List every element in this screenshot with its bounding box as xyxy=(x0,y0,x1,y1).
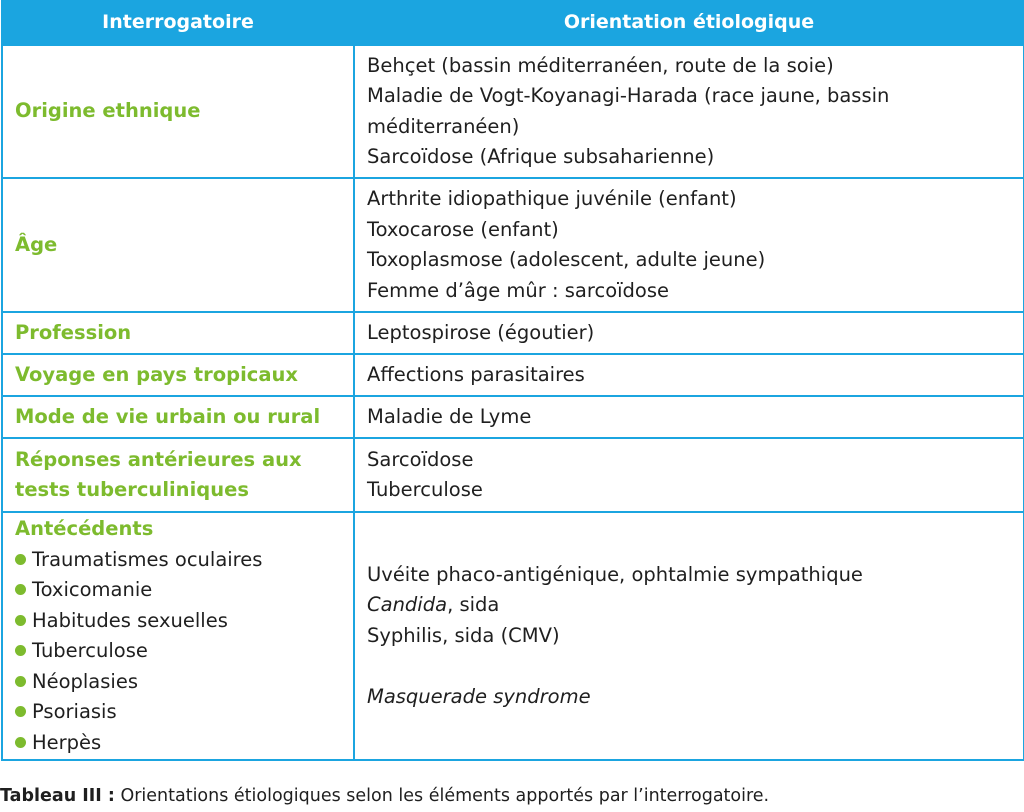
row-label: Mode de vie urbain ou rural xyxy=(2,396,354,438)
orientation-line: Maladie de Lyme xyxy=(367,404,532,428)
table-caption xyxy=(0,786,769,806)
bullet-item xyxy=(15,636,341,667)
bullet-item xyxy=(15,545,341,576)
orientation-line: Tuberculose xyxy=(367,478,483,501)
orientation-rest: , sida xyxy=(447,593,500,617)
orientation-italic: Masquerade syndrome xyxy=(367,684,591,708)
bullet-dot-icon xyxy=(15,737,26,748)
bullet-text: Néoplasies xyxy=(32,669,138,693)
orientation-line xyxy=(367,590,1011,621)
table-row xyxy=(2,45,1024,178)
bullet-dot-icon xyxy=(15,554,26,565)
orientation-line: Sarcoïdose xyxy=(367,447,474,471)
row-label-line: tests tuberculiniques xyxy=(15,478,249,501)
row-label-line: Réponses antérieures aux xyxy=(15,447,302,471)
row-orientation xyxy=(354,45,1024,178)
orientation-line: Sarcoïdose (Afrique subsaharienne) xyxy=(367,145,715,168)
orientation-italic: Candida xyxy=(367,593,448,617)
table-row xyxy=(2,396,1024,438)
header-orientation: Orientation étiologique xyxy=(354,0,1024,45)
bullet-text: Psoriasis xyxy=(32,700,117,723)
table-row xyxy=(2,354,1024,396)
bullet-text: Herpès xyxy=(32,730,102,754)
bullet-item xyxy=(15,606,341,637)
orientation-line: Uvéite phaco-antigénique, ophtalmie sympathique xyxy=(367,562,863,586)
row-label: Profession xyxy=(2,312,354,354)
table-row xyxy=(2,438,1024,512)
bullet-dot-icon xyxy=(15,615,26,626)
orientation-line: Affections parasitaires xyxy=(367,362,585,386)
row-orientation xyxy=(354,438,1024,512)
bullet-item xyxy=(15,728,341,759)
row-label: Voyage en pays tropicaux xyxy=(2,354,354,396)
bullet-text: Traumatismes oculaires xyxy=(32,547,263,571)
row-orientation xyxy=(354,354,1024,396)
orientation-line: Leptospirose (égoutier) xyxy=(367,320,595,344)
table-row xyxy=(2,178,1024,312)
orientation-line: Toxocarose (enfant) xyxy=(367,217,559,241)
row-orientation xyxy=(354,396,1024,438)
row-label-title: Antécédents xyxy=(15,517,154,540)
orientation-line: Behçet (bassin méditerranéen, route de la soie) xyxy=(367,53,834,77)
table-header-row xyxy=(2,0,1024,45)
bullet-text: Toxicomanie xyxy=(32,578,153,601)
caption-text: Orientations étiologiques selon les éléments apportés par l’interrogatoire. xyxy=(114,786,770,806)
header-interrogatoire: Interrogatoire xyxy=(2,0,354,45)
row-label: Âge xyxy=(2,178,354,312)
row-orientation xyxy=(354,178,1024,312)
bullet-dot-icon xyxy=(15,676,26,687)
orientation-line: Femme d’âge mûr : sarcoïdose xyxy=(367,278,670,302)
caption-label: Tableau III : xyxy=(0,786,115,806)
orientation-line: Syphilis, sida (CMV) xyxy=(367,623,560,647)
orientation-line: Maladie de Vogt-Koyanagi-Harada (race jaune, bassin méditerranéen) xyxy=(367,84,890,138)
row-label xyxy=(2,512,354,760)
bullet-text: Habitudes sexuelles xyxy=(32,608,228,632)
bullet-dot-icon xyxy=(15,645,26,656)
row-orientation xyxy=(354,512,1024,760)
orientation-line xyxy=(367,682,1011,713)
row-label xyxy=(2,438,354,512)
orientation-line: Arthrite idiopathique juvénile (enfant) xyxy=(367,187,737,210)
row-orientation xyxy=(354,312,1024,354)
blank-line xyxy=(367,651,1011,682)
etiology-table xyxy=(1,0,1024,761)
bullet-dot-icon xyxy=(15,706,26,717)
bullet-dot-icon xyxy=(15,584,26,595)
table-row xyxy=(2,312,1024,354)
bullet-item xyxy=(15,697,341,728)
bullet-text: Tuberculose xyxy=(32,639,148,662)
orientation-line: Toxoplasmose (adolescent, adulte jeune) xyxy=(367,248,766,271)
row-label: Origine ethnique xyxy=(2,45,354,178)
bullet-item xyxy=(15,575,341,606)
table-row xyxy=(2,512,1024,760)
bullet-item xyxy=(15,667,341,698)
